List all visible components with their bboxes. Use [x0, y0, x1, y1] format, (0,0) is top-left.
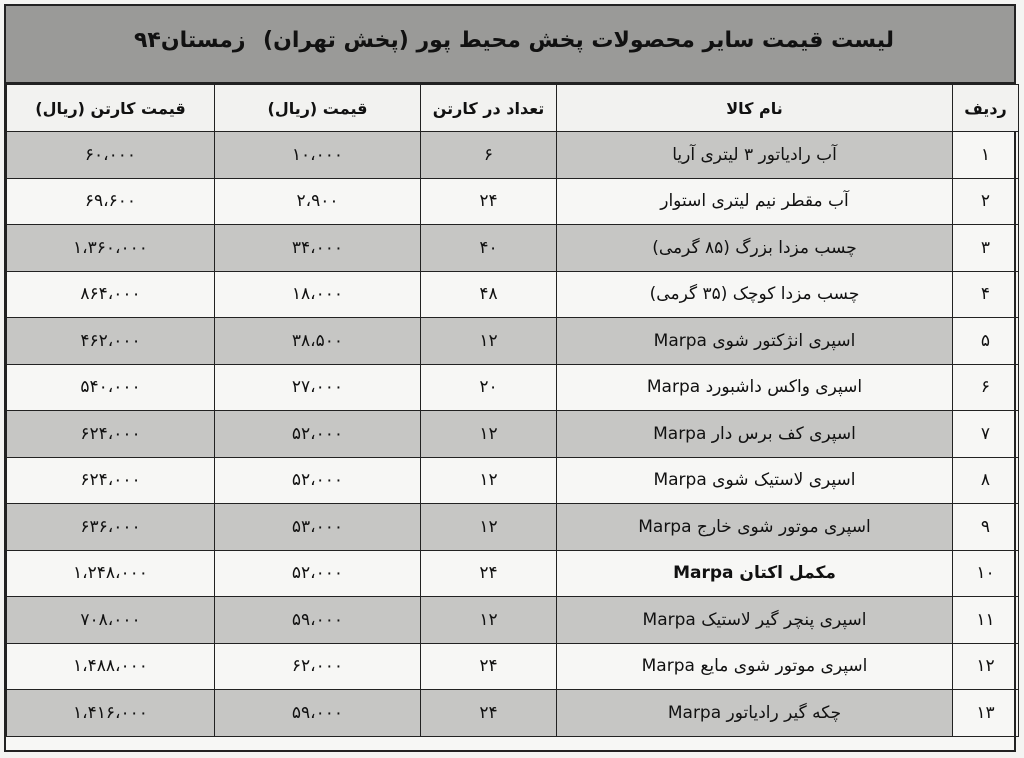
unit-price: ۵۲،۰۰۰	[215, 411, 421, 458]
unit-price: ۱۸،۰۰۰	[215, 271, 421, 318]
table-row	[7, 643, 1019, 690]
row-index: ۸	[953, 457, 1019, 504]
carton-quantity: ۴۸	[421, 271, 557, 318]
row-index: ۶	[953, 364, 1019, 411]
table-row	[7, 318, 1019, 365]
column-header-qty: تعداد در کارتن	[421, 85, 557, 132]
carton-quantity: ۶	[421, 132, 557, 179]
product-name: چسب مزدا بزرگ (۸۵ گرمی)	[557, 225, 953, 272]
row-index: ۱۰	[953, 550, 1019, 597]
price-table	[6, 84, 1019, 737]
row-index: ۱۳	[953, 690, 1019, 737]
carton-price: ۸۶۴،۰۰۰	[7, 271, 215, 318]
carton-quantity: ۱۲	[421, 597, 557, 644]
carton-quantity: ۱۲	[421, 504, 557, 551]
table-row	[7, 550, 1019, 597]
row-index: ۲	[953, 178, 1019, 225]
carton-quantity: ۲۴	[421, 550, 557, 597]
unit-price: ۵۳،۰۰۰	[215, 504, 421, 551]
carton-price: ۶۲۴،۰۰۰	[7, 411, 215, 458]
row-index: ۵	[953, 318, 1019, 365]
product-name: اسپری موتور شوی خارج Marpa	[557, 504, 953, 551]
price-list-sheet	[4, 4, 1016, 752]
table-row	[7, 457, 1019, 504]
carton-price: ۱،۲۴۸،۰۰۰	[7, 550, 215, 597]
table-row	[7, 178, 1019, 225]
table-row	[7, 597, 1019, 644]
column-header-carton-price: قیمت کارتن (ریال)	[7, 85, 215, 132]
carton-quantity: ۴۰	[421, 225, 557, 272]
row-index: ۹	[953, 504, 1019, 551]
carton-price: ۴۶۲،۰۰۰	[7, 318, 215, 365]
carton-price: ۵۴۰،۰۰۰	[7, 364, 215, 411]
unit-price: ۵۲،۰۰۰	[215, 550, 421, 597]
carton-price: ۱،۴۱۶،۰۰۰	[7, 690, 215, 737]
unit-price: ۳۴،۰۰۰	[215, 225, 421, 272]
column-header-price: قیمت (ریال)	[215, 85, 421, 132]
table-row	[7, 504, 1019, 551]
unit-price: ۳۸،۵۰۰	[215, 318, 421, 365]
carton-price: ۶۹،۶۰۰	[7, 178, 215, 225]
product-name: اسپری موتور شوی مایع Marpa	[557, 643, 953, 690]
product-name: آب رادیاتور ۳ لیتری آریا	[557, 132, 953, 179]
table-row	[7, 411, 1019, 458]
unit-price: ۵۹،۰۰۰	[215, 597, 421, 644]
row-index: ۱۱	[953, 597, 1019, 644]
carton-price: ۱،۴۸۸،۰۰۰	[7, 643, 215, 690]
unit-price: ۶۲،۰۰۰	[215, 643, 421, 690]
product-name: چسب مزدا کوچک (۳۵ گرمی)	[557, 271, 953, 318]
unit-price: ۲،۹۰۰	[215, 178, 421, 225]
column-header-name: نام کالا	[557, 85, 953, 132]
carton-quantity: ۲۰	[421, 364, 557, 411]
product-name: چکه گیر رادیاتور Marpa	[557, 690, 953, 737]
carton-quantity: ۲۴	[421, 178, 557, 225]
carton-quantity: ۲۴	[421, 690, 557, 737]
row-index: ۷	[953, 411, 1019, 458]
carton-price: ۷۰۸،۰۰۰	[7, 597, 215, 644]
page-title: لیست قیمت سایر محصولات پخش محیط پور (پخش تهران)	[263, 28, 894, 53]
table-row	[7, 225, 1019, 272]
carton-quantity: ۱۲	[421, 318, 557, 365]
unit-price: ۵۲،۰۰۰	[215, 457, 421, 504]
carton-price: ۱،۳۶۰،۰۰۰	[7, 225, 215, 272]
unit-price: ۲۷،۰۰۰	[215, 364, 421, 411]
product-name: آب مقطر نیم لیتری استوار	[557, 178, 953, 225]
product-name: اسپری پنچر گیر لاستیک Marpa	[557, 597, 953, 644]
unit-price: ۱۰،۰۰۰	[215, 132, 421, 179]
season-label: زمستان۹۴	[134, 28, 246, 53]
table-row	[7, 364, 1019, 411]
row-index: ۱	[953, 132, 1019, 179]
carton-price: ۶۰،۰۰۰	[7, 132, 215, 179]
product-name: مکمل اکتان Marpa	[557, 550, 953, 597]
product-name: اسپری واکس داشبورد Marpa	[557, 364, 953, 411]
product-name: اسپری انژکتور شوی Marpa	[557, 318, 953, 365]
carton-price: ۶۲۴،۰۰۰	[7, 457, 215, 504]
carton-quantity: ۱۲	[421, 411, 557, 458]
column-header-index: ردیف	[953, 85, 1019, 132]
row-index: ۳	[953, 225, 1019, 272]
row-index: ۴	[953, 271, 1019, 318]
product-name: اسپری کف برس دار Marpa	[557, 411, 953, 458]
table-row	[7, 271, 1019, 318]
carton-quantity: ۲۴	[421, 643, 557, 690]
table-row	[7, 690, 1019, 737]
carton-price: ۶۳۶،۰۰۰	[7, 504, 215, 551]
row-index: ۱۲	[953, 643, 1019, 690]
table-row	[7, 132, 1019, 179]
carton-quantity: ۱۲	[421, 457, 557, 504]
header-bar	[6, 6, 1014, 84]
table-header-row	[7, 85, 1019, 132]
product-name: اسپری لاستیک شوی Marpa	[557, 457, 953, 504]
unit-price: ۵۹،۰۰۰	[215, 690, 421, 737]
